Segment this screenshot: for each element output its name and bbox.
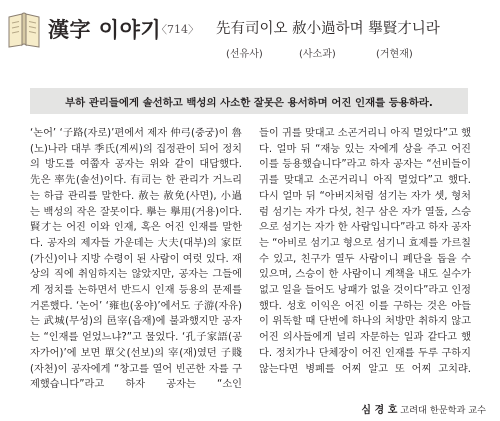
summary-text: 부하 관리들에게 솔선하고 백성의 사소한 잘못은 용서하며 어진 인재를 등용하라. (65, 96, 433, 109)
column-title: 漢字 이야기 (48, 17, 162, 42)
summary-banner (30, 88, 468, 114)
phrase-reading-1: (선유사) (226, 49, 263, 60)
phrase-reading-2: (사소과) (299, 49, 336, 60)
author-affiliation: 고려대 한문학과 교수 (400, 405, 486, 416)
article-text-left: ‘논어’ ‘子路(자로)’편에서 제자 仲弓(중궁)이 魯(노)나라 대부 季氏(계씨)의 집정관이 되어 정치의 방도를 여쭙자 공자는 위와 같이 대답했다. 先은 率先(솔선)이다. 有司는 한 관리가 거느리는 하급 관리를 말한다. 赦는 赦免(사면), 小過는 백성의 작은 잘못이다. 擧는 擧用(거용)이다. 賢才는 어진 이와 인재, 혹은 어진 인재를 말한다. 공자의 제자들 가운데는 大夫(대부)의 家臣(가신)이나 지방 수령이 된 사람이 여럿 있다. 재상의 직에 취임하지는 않았지만, 공자는 그들에게 정치를 논하면서 반드시 인재 등용의 문제를 거론했다. ‘논어’ ‘雍也(옹야)’에서도 子游(자유)는 武城(무성)의 邑宰(읍재)에 불과했지만 공자는 “인재를 얻었느냐?”고 물었다. ‘孔子家語(공자가어)’에 보면 單父(선보)의 宰(재)였던 子賤(자천)이 공자에게 “창고를 열어 빈곤한 자를 구제했습니다”라고 하자 공자는 “소인 (30, 128, 242, 391)
classical-phrase: 先有司이오 赦小過하며 擧賢才니라 (216, 21, 440, 37)
open-book-icon (6, 9, 42, 49)
author-credit (361, 401, 486, 416)
article-column-right (259, 126, 471, 377)
episode-number: 〈714〉 (156, 23, 199, 36)
author-name: 심 경 호 (361, 405, 398, 416)
article-column-left (30, 126, 242, 393)
article-text-right: 들이 귀를 맞대고 소곤거리니 아직 멀었다”고 했다. 얼마 뒤 “재능 있는 자에게 상을 주고 어진 이를 등용했습니다”라고 하자 공자는 “선비들이 귀를 맞대고 소곤거리니 아직 멀었다”고 했다. 다시 얼마 뒤 “아버지처럼 섬기는 자가 셋, 형처럼 섬기는 자가 다섯, 친구 삼은 자가 열둘, 스승으로 섬기는 자가 한 사람입니다”라고 하자 공자는 “아비로 섬기고 형으로 섬기니 효제를 가르칠 수 있고, 친구가 열두 사람이니 폐단을 돕을 수 있으며, 스승이 한 사람이니 계책을 내도 실수가 없고 일을 들어도 낭패가 없을 것이다”라고 인정했다. 성호 이익은 어진 이를 구하는 것은 아들이 위독할 때 단번에 하나의 처방만 취하지 않고 어진 의사들에게 널리 자문하는 일과 같다고 했다. 정치가나 단체장이 어진 인재를 두루 구하지 않는다면 병폐를 어찌 알고 또 어찌 고치랴. (259, 128, 471, 375)
phrase-reading-3: (거현재) (376, 49, 413, 60)
column-header (6, 6, 494, 66)
article-body (30, 126, 471, 402)
